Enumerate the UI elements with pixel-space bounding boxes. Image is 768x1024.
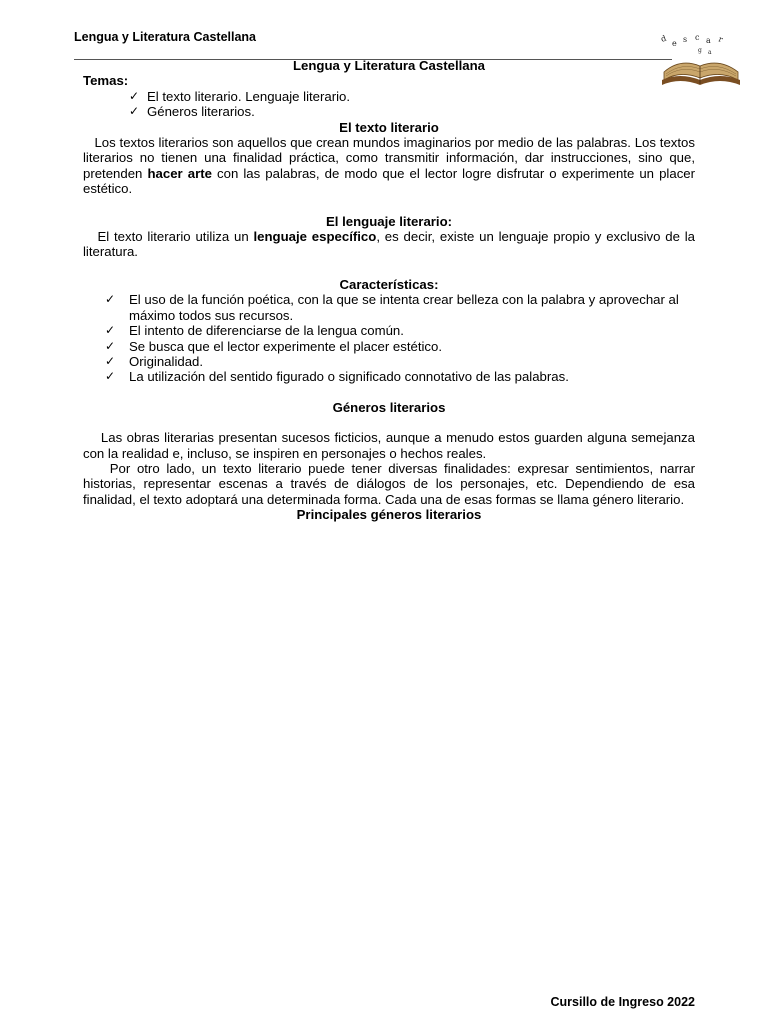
section-title-generos-literarios: Géneros literarios — [332, 399, 446, 415]
document-body — [83, 58, 695, 523]
logo-letter: r — [717, 34, 724, 45]
list-item — [83, 339, 695, 354]
checkmark-icon: ✓ — [105, 338, 116, 353]
header-title: Lengua y Literatura Castellana — [74, 30, 257, 44]
logo-letter: g — [698, 47, 702, 54]
logo-letter: e — [672, 39, 677, 48]
logo-letter: a — [706, 36, 711, 45]
list-item — [83, 369, 695, 384]
temas-label: Temas: — [83, 73, 129, 89]
list-item-text: El uso de la función poética, con la que se intenta crear belleza con la palabra y aprovechar al máximo todos sus recursos. — [129, 292, 679, 323]
section-title-principales-generos: Principales géneros literarios — [296, 507, 482, 523]
section-title-lenguaje-literario: El lenguaje literario: — [325, 213, 453, 229]
checkmark-icon: ✓ — [129, 104, 140, 119]
page-header — [74, 28, 724, 60]
list-item — [83, 292, 695, 323]
temas-list — [83, 89, 695, 120]
paragraph-lenguaje-literario: El texto literario utiliza un lenguaje específico, es decir, existe un lenguaje propio y exclusivo de la literatura. — [83, 229, 695, 260]
list-item — [83, 354, 695, 369]
emphasis-lenguaje-especifico: lenguaje específico — [253, 229, 377, 245]
checkmark-icon: ✓ — [105, 369, 116, 384]
list-item-text: El texto literario. Lenguaje literario. — [147, 88, 351, 104]
caracteristicas-list — [83, 292, 695, 384]
checkmark-icon: ✓ — [129, 88, 140, 103]
checkmark-icon: ✓ — [105, 353, 116, 368]
logo-letter: a — [708, 49, 712, 56]
paragraph-generos-2: Por otro lado, un texto literario puede tener diversas finalidades: expresar sentimientos, narrar historias, representar escenas a través de diálogos de los personajes, etc. Dependiendo de esa finalidad, el texto adoptará una determinada forma. Cada una de esas formas se llama género literario. — [83, 460, 695, 507]
checkmark-icon: ✓ — [105, 323, 116, 338]
list-item-text: Se busca que el lector experimente el placer estético. — [129, 338, 443, 354]
paragraph-generos-1: Las obras literarias presentan sucesos ficticios, aunque a menudo estos guarden alguna semejanza con la realidad e, incluso, se inspiren en personajes o hechos reales. — [83, 430, 695, 461]
logo-letter: c — [695, 33, 700, 42]
list-item-text: La utilización del sentido figurado o significado connotativo de las palabras. — [129, 369, 569, 385]
list-item — [83, 89, 695, 104]
paragraph-texto-literario: Los textos literarios son aquellos que crean mundos imaginarios por medio de las palabras. Los textos literarios no tienen una finalidad práctica, como transmitir información, dar instrucciones, sino que, pretenden hacer arte con las palabras, de modo que el lector logre disfrutar o experimente un placer estético. — [83, 135, 696, 197]
section-title-texto-literario: El texto literario — [339, 119, 439, 135]
list-item — [83, 104, 695, 119]
logo-letter: d — [659, 33, 668, 44]
list-item-text: El intento de diferenciarse de la lengua común. — [129, 323, 404, 339]
emphasis-hacer-arte: hacer arte — [147, 165, 212, 181]
logo-letter: s — [683, 35, 688, 44]
section-title-caracteristicas: Características: — [339, 276, 439, 292]
list-item — [83, 323, 695, 338]
list-item-text: Géneros literarios. — [147, 104, 255, 120]
checkmark-icon: ✓ — [105, 292, 116, 307]
list-item-text: Originalidad. — [129, 353, 204, 369]
document-title: Lengua y Literatura Castellana — [292, 58, 485, 73]
page-footer: Cursillo de Ingreso 2022 — [550, 995, 695, 1009]
